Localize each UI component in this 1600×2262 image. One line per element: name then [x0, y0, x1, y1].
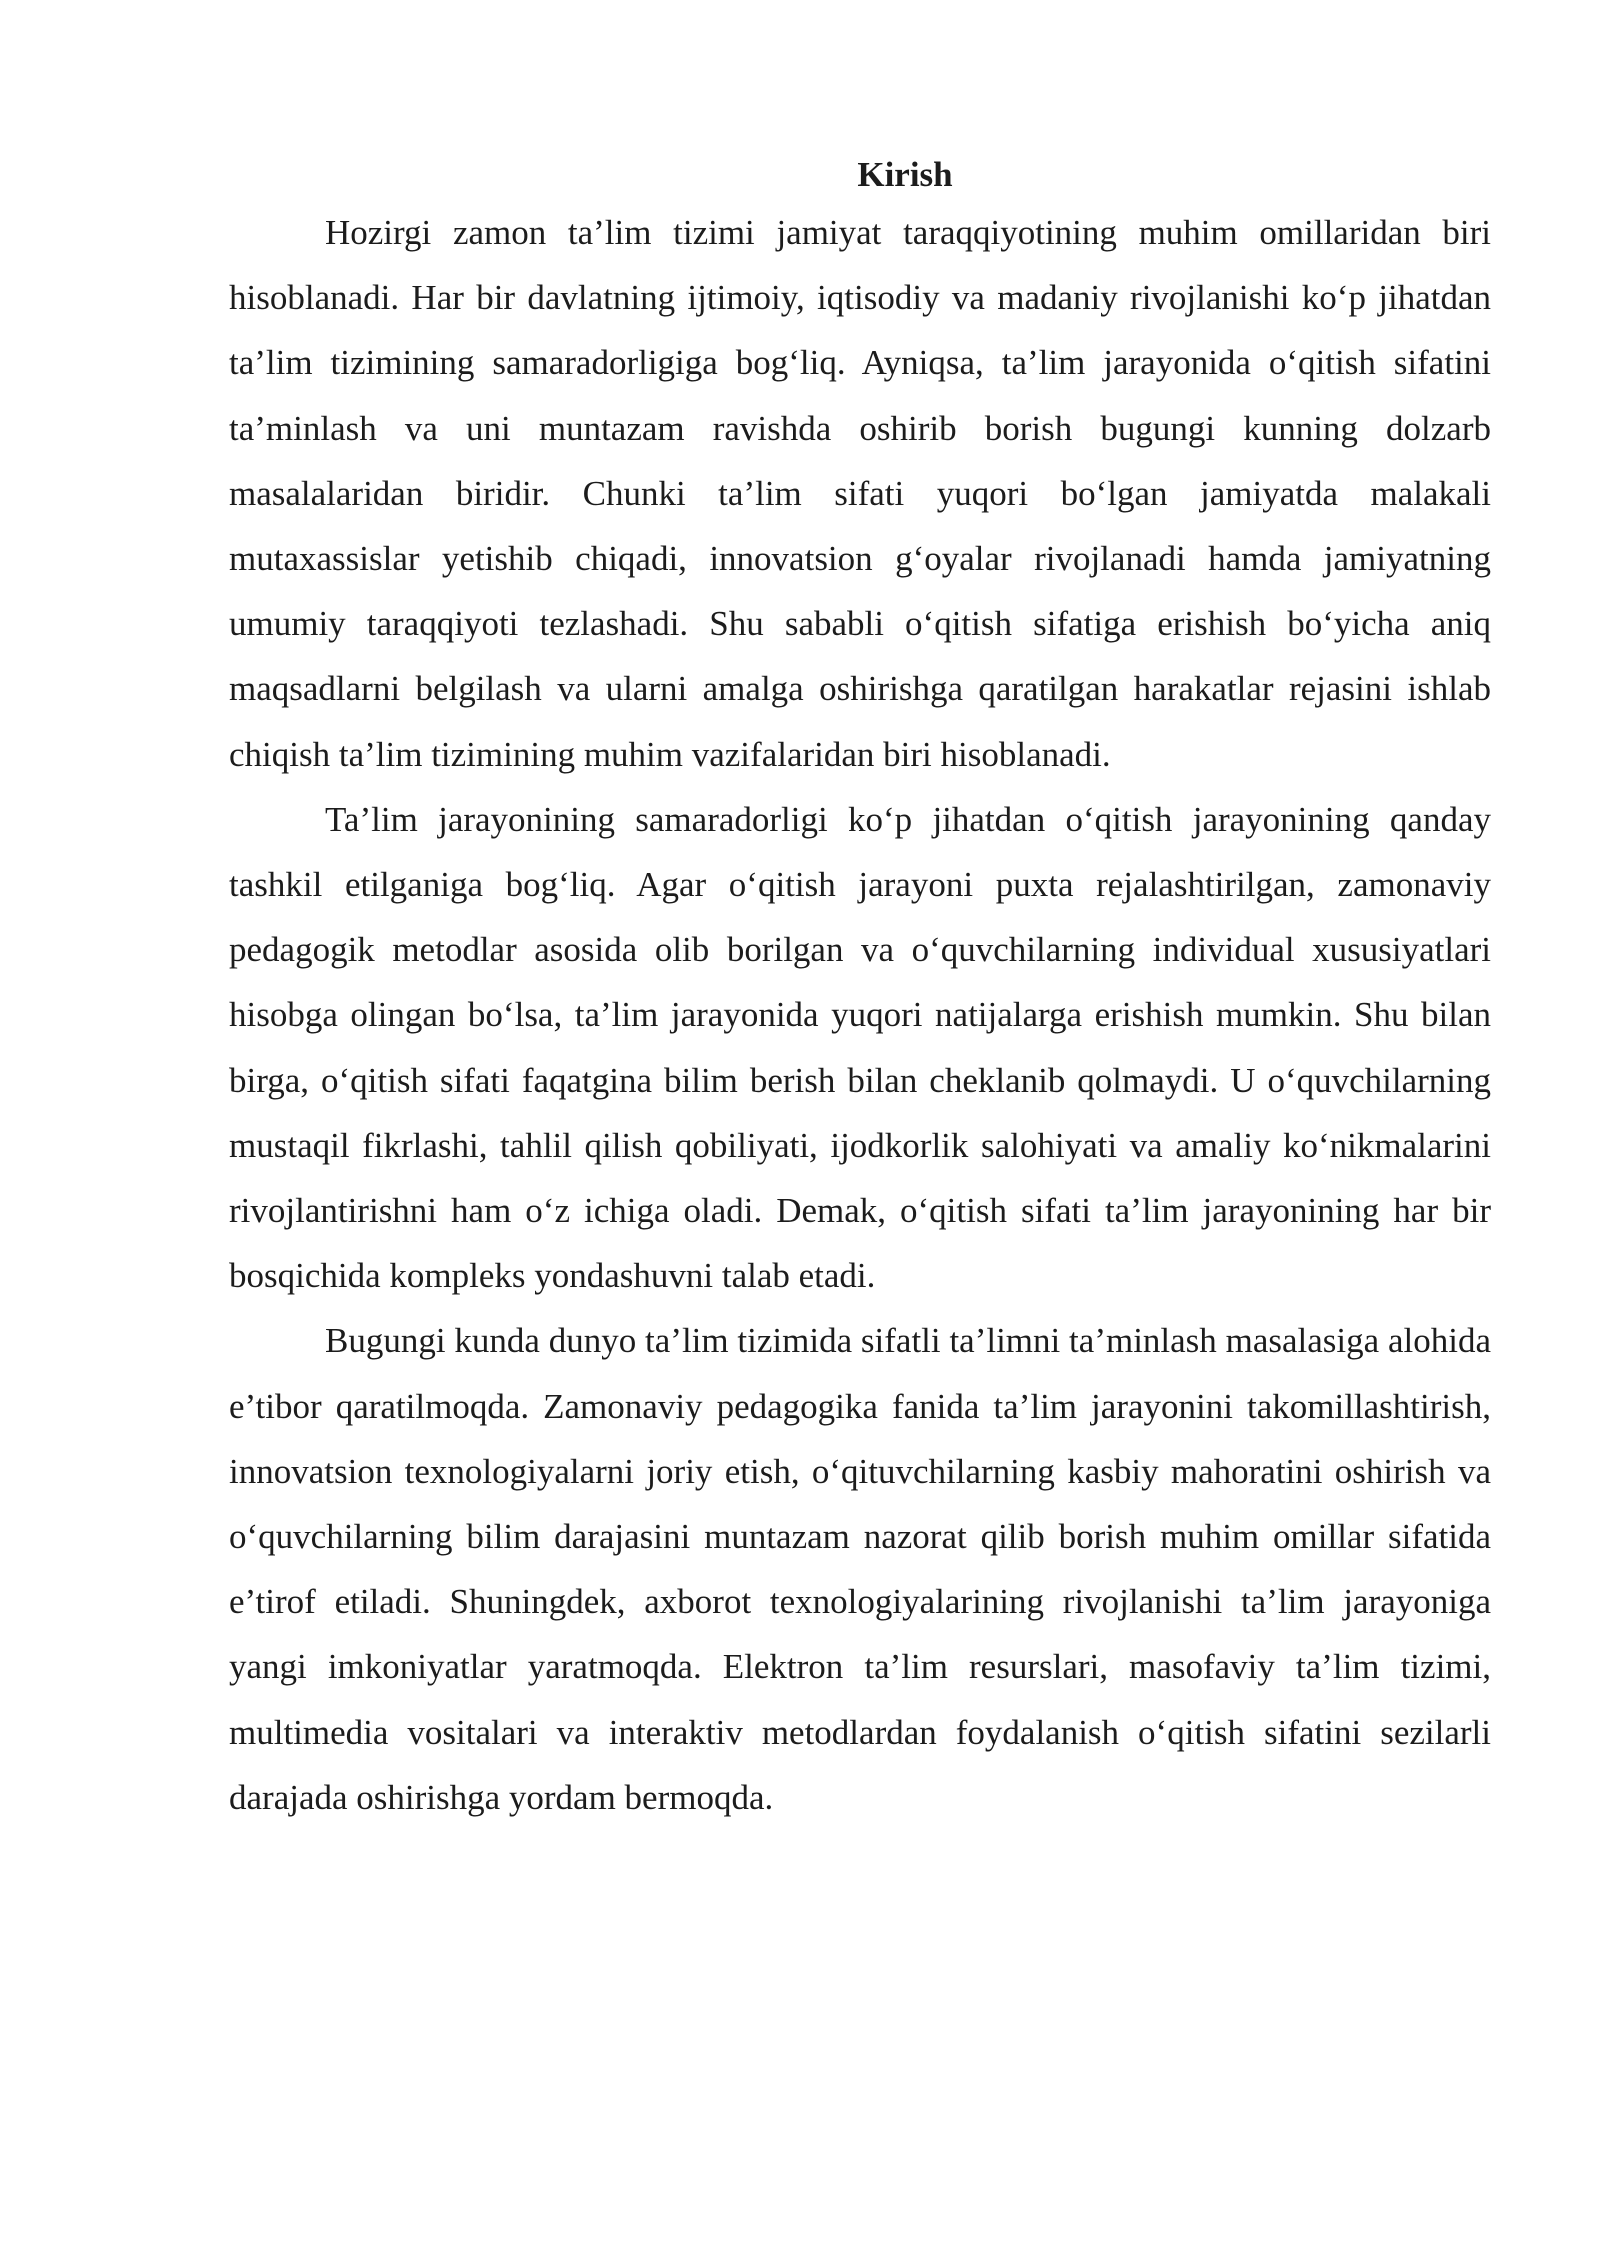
paragraph: Bugungi kunda dunyo ta’lim tizimida sifatli ta’limni ta’minlash masalasiga alohida e’tibor qaratilmoqda. Zamonaviy pedagogika fanida ta’lim jarayonini takomillashtirish, innovatsion texnologiyalarni joriy etish, o‘qituvchilarning kasbiy mahoratini oshirish va o‘quvchilarning bilim darajasini muntazam nazorat qilib borish muhim omillar sifatida e’tirof etiladi. Shuningdek, axborot texnologiyalarining rivojlanishi ta’lim jarayoniga yangi imkoniyatlar yaratmoqda. Elektron ta’lim resurslari, masofaviy ta’lim tizimi, multimedia vositalari va interaktiv metodlardan foydalanish o‘qitish sifatini sezilarli darajada oshirishga yordam bermoqda. — [229, 1321, 1491, 1817]
paragraph: Ta’lim jarayonining samaradorligi ko‘p jihatdan o‘qitish jarayonining qanday tashkil etilganiga bog‘liq. Agar o‘qitish jarayoni puxta rejalashtirilgan, zamonaviy pedagogik metodlar asosida olib borilgan va o‘quvchilarning individual xususiyatlari hisobga olingan bo‘lsa, ta’lim jarayonida yuqori natijalarga erishish mumkin. Shu bilan birga, o‘qitish sifati faqatgina bilim berish bilan cheklanib qolmaydi. U o‘quvchilarning mustaqil fikrlashi, tahlil qilish qobiliyati, ijodkorlik salohiyati va amaliy ko‘nikmalarini rivojlantirishni ham o‘z ichiga oladi. Demak, o‘qitish sifati ta’lim jarayonining har bir bosqichida kompleks yondashuvni talab etadi. — [229, 799, 1491, 1296]
document-page — [229, 150, 1491, 1830]
paragraph: Hozirgi zamon ta’lim tizimi jamiyat taraqqiyotining muhim omillaridan biri hisoblanadi. Har bir davlatning ijtimoiy, iqtisodiy va madaniy rivojlanishi ko‘p jihatdan ta’lim tizimining samaradorligiga bog‘liq. Ayniqsa, ta’lim jarayonida o‘qitish sifatini ta’minlash va uni muntazam ravishda oshirib borish bugungi kunning dolzarb masalalaridan biridir. Chunki ta’lim sifati yuqori bo‘lgan jamiyatda malakali mutaxassislar yetishib chiqadi, innovatsion g‘oyalar rivojlanadi hamda jamiyatning umumiy taraqqiyoti tezlashadi. Shu sababli o‘qitish sifatiga erishish bo‘yicha aniq maqsadlarni belgilash va ularni amalga oshirishga qaratilgan harakatlar rejasini ishlab chiqish ta’lim tizimining muhim vazifalaridan biri hisoblanadi. — [229, 213, 1491, 774]
section-title: Kirish — [857, 155, 953, 194]
